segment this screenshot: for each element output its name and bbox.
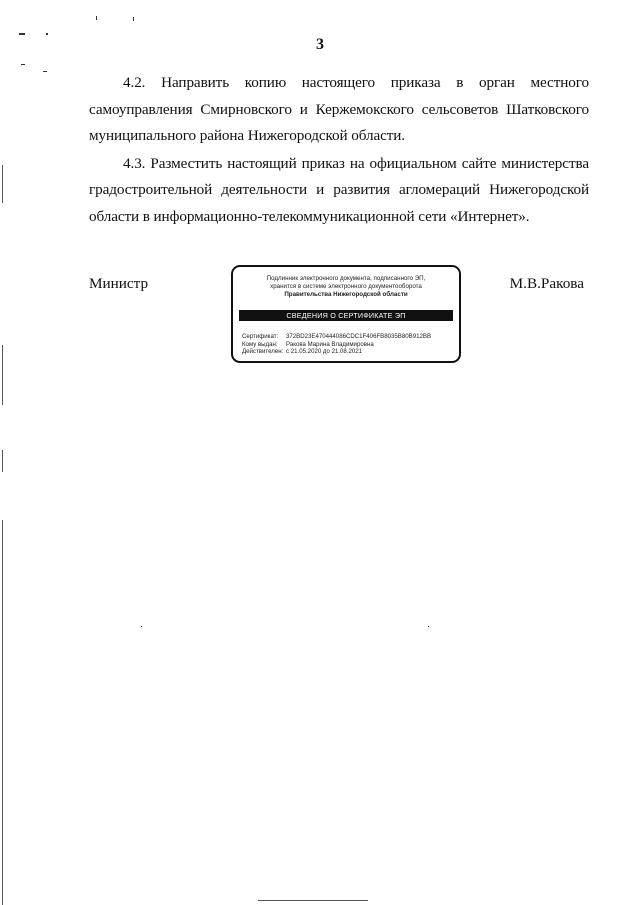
scan-mark xyxy=(133,17,134,21)
scan-edge-line xyxy=(2,165,3,203)
signatory-name: М.В.Ракова xyxy=(509,275,584,292)
certificate-value: 372BD23E470444086CDC1F406FB8035B80B912BB xyxy=(286,333,432,340)
footer-rule xyxy=(258,900,368,901)
paragraph-4-3 xyxy=(89,151,589,231)
validity-label: Действителен: xyxy=(242,348,284,356)
certificate-label: Сертификат: xyxy=(242,333,279,340)
paragraph-line: Смирновского и Кержемокского сельсоветов Шатковского муниципального xyxy=(89,100,589,144)
validity-row xyxy=(242,348,431,356)
scan-mark xyxy=(19,33,25,35)
certificate-row xyxy=(242,333,431,341)
stamp-header-line: хранится в системе электронного документооборота xyxy=(270,283,422,290)
scan-edge-line xyxy=(2,450,3,472)
scan-mark xyxy=(21,64,25,65)
scan-edge-line xyxy=(2,345,3,405)
paragraph-line: области в информационно-телекоммуникационной сети «Интернет». xyxy=(89,207,530,225)
paragraph-line: района Нижегородской области. xyxy=(199,127,406,144)
issued-to-label: Кому выдан: xyxy=(242,340,278,348)
stamp-header xyxy=(233,275,459,299)
scan-mark xyxy=(428,626,429,627)
issued-to-row xyxy=(242,341,431,349)
scan-mark xyxy=(141,626,142,627)
e-signature-certificate-stamp xyxy=(231,265,461,363)
validity-value: с 21.05.2020 до 21.08.2021 xyxy=(286,348,363,356)
paragraph-line: градостроительной деятельности и развития агломераций Нижегородской xyxy=(89,181,589,198)
paragraph-line: 4.3. Разместить настоящий приказ на официальном сайте министерства xyxy=(123,154,589,172)
stamp-header-line: Правительства Нижегородской области xyxy=(284,291,408,298)
document-body xyxy=(89,70,589,230)
stamp-certificate-bar: СВЕДЕНИЯ О СЕРТИФИКАТЕ ЭП xyxy=(239,310,453,321)
paragraph-4-2 xyxy=(89,70,589,150)
stamp-details xyxy=(242,333,431,356)
paragraph-line: 4.2. Направить копию настоящего приказа в орган местного самоуправления xyxy=(89,74,589,118)
page-number: 3 xyxy=(316,36,324,53)
scan-mark xyxy=(96,16,97,20)
scan-edge-line xyxy=(2,520,3,905)
signatory-title: Министр xyxy=(89,275,149,292)
scan-mark xyxy=(43,71,47,72)
scan-mark xyxy=(46,33,48,35)
issued-to-value: Ракова Марина Владимировна xyxy=(286,340,374,348)
stamp-header-line: Подлинник электронного документа, подписанного ЭП, xyxy=(266,275,426,282)
